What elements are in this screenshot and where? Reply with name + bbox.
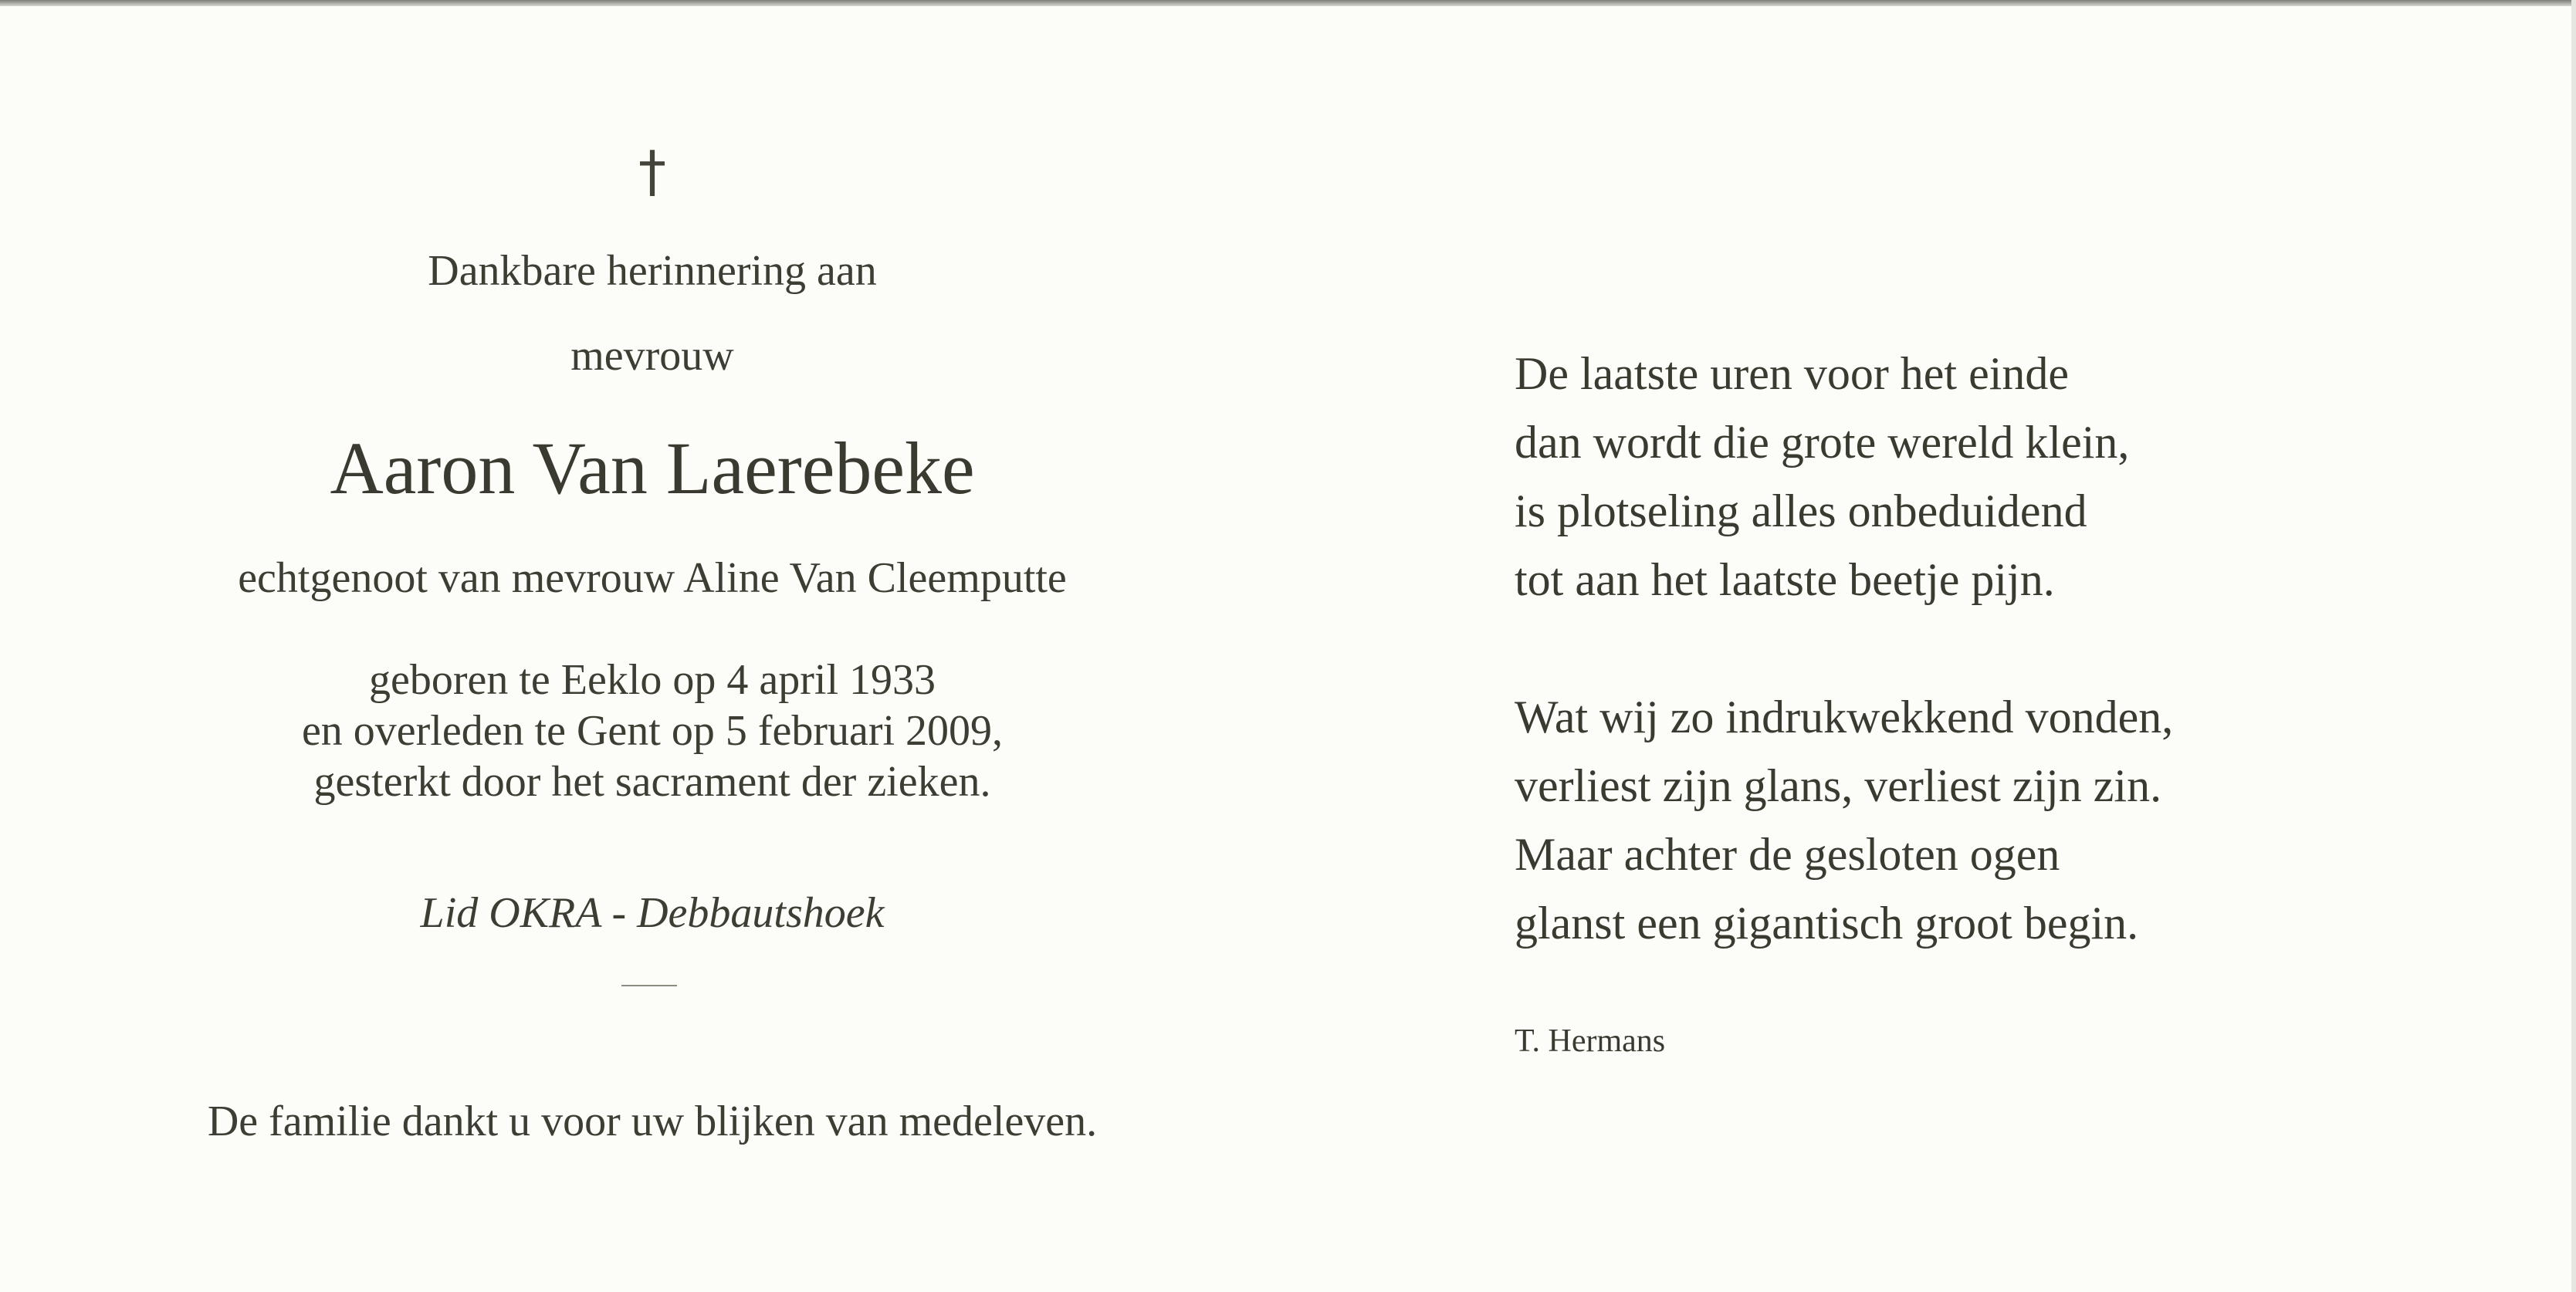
life-details [0, 654, 1305, 807]
poem-line: glanst een gigantisch groot begin. [1515, 898, 2139, 949]
poem-line: Maar achter de gesloten ogen [1515, 829, 2060, 880]
death-line: en overleden te Gent op 5 februari 2009, [301, 707, 1004, 755]
card-right-edge [2571, 0, 2576, 1292]
poem-line: is plotseling alles onbeduidend [1515, 485, 2087, 536]
poem [1515, 340, 2173, 958]
sacrament-line: gesterkt door het sacrament der zieken. [313, 758, 991, 806]
poem-line: dan wordt die grote wereld klein, [1515, 417, 2130, 468]
poem-line: Wat wij zo indrukwekkend vonden, [1515, 692, 2174, 742]
cross-icon: † [638, 139, 666, 204]
poem-author: T. Hermans [1515, 1023, 1666, 1059]
poem-line: De laatste uren voor het einde [1515, 348, 2070, 399]
divider [621, 985, 677, 986]
thanks-line: De familie dankt u voor uw blijken van medeleven. [207, 1098, 1098, 1145]
poem-line: tot aan het laatste beetje pijn. [1515, 554, 2055, 605]
honorific: mevrouw [570, 332, 734, 380]
spouse-line: echtgenoot van mevrouw Aline Van Cleemputte [238, 554, 1067, 602]
membership-line: Lid OKRA - Debbautshoek [420, 889, 885, 937]
birth-line: geboren te Eeklo op 4 april 1933 [368, 656, 936, 704]
deceased-name: Aaron Van Laerebeke [330, 427, 975, 509]
poem-stanza [1515, 340, 2173, 614]
intro-text: Dankbare herinnering aan [428, 247, 877, 295]
poem-stanza [1515, 683, 2173, 958]
poem-line: verliest zijn glans, verliest zijn zin. [1515, 760, 2162, 811]
